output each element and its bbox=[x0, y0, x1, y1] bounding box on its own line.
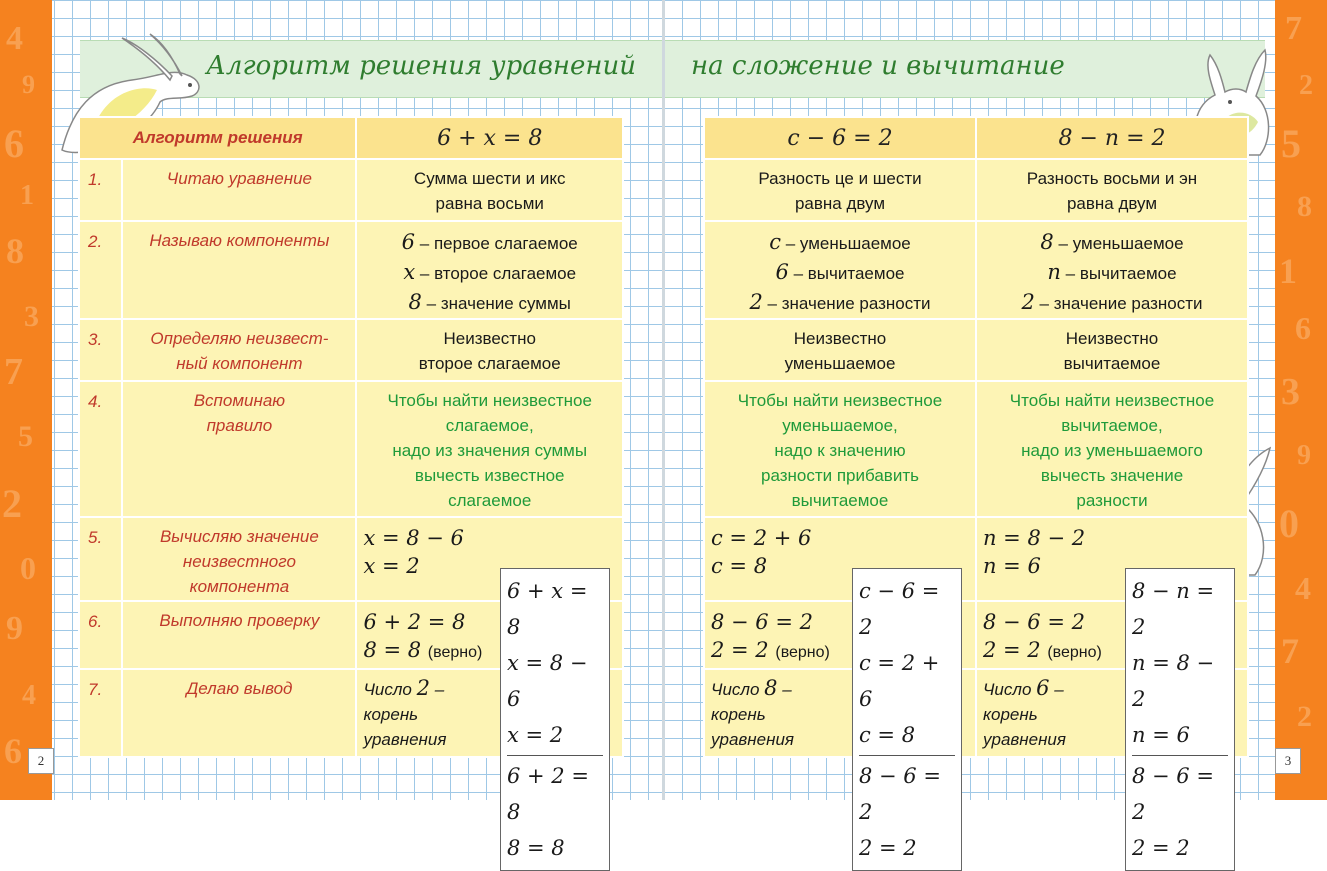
text-line: n = 6 bbox=[982, 554, 1041, 578]
text: Число bbox=[363, 680, 417, 699]
row3-col1 bbox=[356, 319, 623, 381]
step-number: 4. bbox=[79, 381, 122, 517]
text-line: 6 + 2 = 8 bbox=[363, 610, 466, 634]
text-line: слагаемое, bbox=[445, 416, 534, 435]
text-line: уравнения bbox=[982, 730, 1066, 749]
text-line: Чтобы найти неизвестное bbox=[737, 391, 943, 410]
text-line: Неизвестно bbox=[443, 329, 536, 348]
row4-col2-rule bbox=[704, 381, 976, 517]
text: – значение разности bbox=[762, 294, 931, 313]
header-equation-1: 6 + x = 8 bbox=[437, 125, 543, 151]
text-line: вычесть известное bbox=[414, 466, 565, 485]
step-label: Называю компоненты bbox=[122, 221, 356, 319]
text-line: Неизвестно bbox=[1065, 329, 1159, 348]
step-label: Выполняю проверку bbox=[122, 601, 356, 669]
step-label bbox=[122, 381, 356, 517]
text: – уменьшаемое bbox=[1053, 234, 1184, 253]
text-line: вычитаемое bbox=[1063, 354, 1161, 373]
text-line: Неизвестно bbox=[793, 329, 887, 348]
text-line: n = 8 − 2 bbox=[1132, 651, 1215, 711]
text-line: 8 − 6 = 2 bbox=[711, 610, 813, 634]
header-equation-2: c − 6 = 2 bbox=[787, 125, 893, 151]
text-line: слагаемое bbox=[448, 491, 532, 510]
page-number-right: 3 bbox=[1275, 748, 1301, 774]
text-line: n = 8 − 2 bbox=[982, 526, 1086, 550]
row1-col2 bbox=[704, 159, 976, 221]
text-line: 8 − 6 = 2 bbox=[982, 610, 1085, 634]
text-line: x = 2 bbox=[363, 554, 420, 578]
text: – первое слагаемое bbox=[415, 234, 578, 253]
solution-box-1 bbox=[500, 568, 610, 871]
title-left: Алгоритм решения уравнений bbox=[206, 51, 636, 81]
text-line: Чтобы найти неизвестное bbox=[387, 391, 592, 410]
var: 2 bbox=[1021, 290, 1035, 314]
text-line: Вспоминаю bbox=[193, 391, 286, 410]
note: (верно) bbox=[427, 644, 483, 661]
text-line: уменьшаемое bbox=[784, 354, 896, 373]
var: 6 bbox=[401, 230, 416, 254]
var: n bbox=[1047, 260, 1061, 284]
row3-col2 bbox=[704, 319, 976, 381]
text-line: Определяю неизвест- bbox=[150, 329, 329, 348]
text: – bbox=[1049, 680, 1064, 699]
row2-col2 bbox=[704, 221, 976, 319]
row2-col3 bbox=[976, 221, 1248, 319]
step-number: 6. bbox=[79, 601, 122, 669]
page-number-left: 2 bbox=[28, 748, 54, 774]
text-line: 2 = 2 bbox=[859, 836, 917, 860]
text-line: корень bbox=[982, 705, 1038, 724]
text-line: Сумма шести и икс bbox=[413, 169, 566, 188]
header-cell-eq1 bbox=[356, 117, 623, 159]
text-line: равна двум bbox=[794, 194, 886, 213]
header-cell-eq3 bbox=[976, 117, 1248, 159]
text-line: Разность восьми и эн bbox=[1026, 169, 1198, 188]
var: 6 bbox=[1036, 676, 1050, 700]
solution-box-2 bbox=[852, 568, 962, 871]
text-line: 6 + 2 = 8 bbox=[507, 764, 589, 824]
text-line: 6 + x = 8 bbox=[507, 579, 588, 639]
text-line: неизвестного bbox=[182, 552, 296, 571]
text-line: второе слагаемое bbox=[418, 354, 561, 373]
text-line: n = 6 bbox=[1132, 723, 1190, 747]
text-line: c = 8 bbox=[711, 554, 768, 578]
text-line: компонента bbox=[189, 577, 290, 596]
step-number: 1. bbox=[79, 159, 122, 221]
text-line: 8 − 6 = 2 bbox=[1132, 764, 1214, 824]
step-number: 3. bbox=[79, 319, 122, 381]
var: 8 bbox=[408, 290, 422, 314]
text: – значение суммы bbox=[421, 294, 571, 313]
text: 8 = 8 bbox=[363, 638, 422, 662]
text-line: 8 − 6 = 2 bbox=[859, 764, 941, 824]
text-line: 2 = 2 bbox=[1132, 836, 1190, 860]
var: 8 bbox=[764, 676, 778, 700]
text: – bbox=[777, 680, 792, 699]
text-line: разности bbox=[1076, 491, 1148, 510]
step-label: Делаю вывод bbox=[122, 669, 356, 757]
text-line: равна восьми bbox=[435, 194, 544, 213]
left-margin-decoration: 4 9 6 1 8 3 7 5 2 0 9 4 6 bbox=[0, 0, 52, 800]
row1-col3 bbox=[976, 159, 1248, 221]
text-line: x = 8 − 6 bbox=[507, 651, 588, 711]
text: – вычитаемое bbox=[788, 264, 905, 283]
text: – второе слагаемое bbox=[415, 264, 577, 283]
header-equation-3: 8 − n = 2 bbox=[1058, 125, 1166, 151]
row4-col1-rule bbox=[356, 381, 623, 517]
step-label: Читаю уравнение bbox=[122, 159, 356, 221]
text: Число bbox=[711, 680, 765, 699]
text: 2 = 2 bbox=[982, 638, 1041, 662]
divider bbox=[859, 755, 955, 756]
text-line: вычитаемое bbox=[791, 491, 889, 510]
text: – bbox=[429, 680, 445, 699]
text-line: Чтобы найти неизвестное bbox=[1009, 391, 1215, 410]
title-banner-right bbox=[665, 40, 1265, 98]
var: 2 bbox=[416, 676, 430, 700]
var: 2 bbox=[749, 290, 763, 314]
note: (верно) bbox=[775, 644, 830, 661]
text-line: надо к значению bbox=[774, 441, 906, 460]
text-line: правило bbox=[206, 416, 273, 435]
divider bbox=[507, 755, 603, 756]
text: – вычитаемое bbox=[1060, 264, 1177, 283]
row1-col1 bbox=[356, 159, 623, 221]
row4-col3-rule bbox=[976, 381, 1248, 517]
step-number: 7. bbox=[79, 669, 122, 757]
step-number: 2. bbox=[79, 221, 122, 319]
var: 8 bbox=[1040, 230, 1054, 254]
var: c bbox=[769, 230, 781, 254]
text-line: уменьшаемое, bbox=[782, 416, 898, 435]
step-number: 5. bbox=[79, 517, 122, 601]
text-line: c = 8 bbox=[859, 723, 916, 747]
header-cell-algorithm bbox=[79, 117, 356, 159]
text-line: x = 2 bbox=[507, 723, 564, 747]
text-line: c − 6 = 2 bbox=[859, 579, 940, 639]
text-line: c = 2 + 6 bbox=[711, 526, 812, 550]
header-cell-eq2 bbox=[704, 117, 976, 159]
text-line: уравнения bbox=[711, 730, 794, 749]
text-line: Вычисляю значение bbox=[159, 527, 319, 546]
step-label bbox=[122, 517, 356, 601]
row3-col3 bbox=[976, 319, 1248, 381]
header-label: Алгоритм решения bbox=[132, 128, 303, 147]
text: – уменьшаемое bbox=[781, 234, 911, 253]
right-margin-decoration: 7 2 5 8 1 6 3 9 0 4 7 2 bbox=[1275, 0, 1327, 800]
text-line: корень bbox=[363, 705, 419, 724]
text-line: 8 = 8 bbox=[507, 836, 565, 860]
book-spine bbox=[662, 0, 665, 800]
text: – значение разности bbox=[1034, 294, 1203, 313]
step-label bbox=[122, 319, 356, 381]
text-line: ный компонент bbox=[176, 354, 303, 373]
var: x bbox=[403, 260, 416, 284]
text-line: надо из значения суммы bbox=[392, 441, 588, 460]
text-line: надо из уменьшаемого bbox=[1021, 441, 1203, 460]
solution-box-3 bbox=[1125, 568, 1235, 871]
text-line: разности прибавить bbox=[760, 466, 919, 485]
text-line: c = 2 + 6 bbox=[859, 651, 940, 711]
text-line: вычесть значение bbox=[1040, 466, 1184, 485]
text-line: x = 8 − 6 bbox=[363, 526, 464, 550]
var: 6 bbox=[775, 260, 789, 284]
text: Число bbox=[982, 680, 1037, 699]
text-line: уравнения bbox=[363, 730, 447, 749]
divider bbox=[1132, 755, 1228, 756]
text: 2 = 2 bbox=[711, 638, 769, 662]
note: (верно) bbox=[1047, 644, 1102, 661]
text-line: вычитаемое, bbox=[1061, 416, 1163, 435]
text-line: 8 − n = 2 bbox=[1132, 579, 1215, 639]
row2-col1 bbox=[356, 221, 623, 319]
text-line: Разность це и шести bbox=[758, 169, 922, 188]
text-line: равна двум bbox=[1066, 194, 1158, 213]
title-right: на сложение и вычитание bbox=[691, 51, 1065, 81]
text-line: корень bbox=[711, 705, 766, 724]
